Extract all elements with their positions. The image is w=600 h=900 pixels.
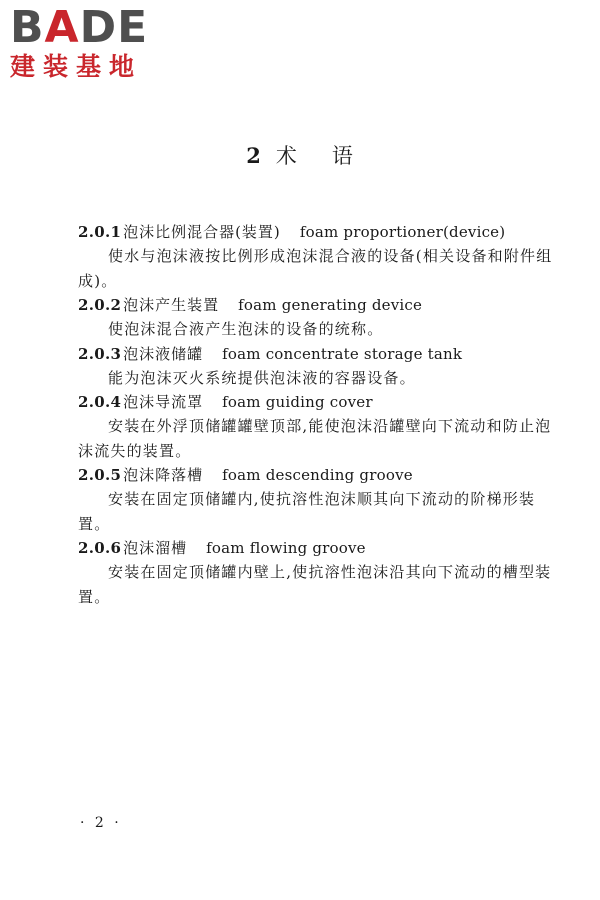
term-number: 2.0.6 <box>78 539 122 557</box>
term-chinese: 泡沫液储罐 <box>123 344 204 363</box>
chapter-title-part2: 语 <box>331 144 354 168</box>
term-number: 2.0.4 <box>78 393 122 411</box>
term-entry <box>78 293 556 342</box>
term-chinese: 泡沫比例混合器(装置) <box>123 223 281 241</box>
term-english: foam flowing groove <box>206 539 366 557</box>
term-entry <box>78 536 556 609</box>
logo-subtitle: 建装基地 <box>10 52 143 81</box>
term-entry <box>78 342 556 391</box>
term-entry <box>78 463 556 536</box>
term-definition: 安装在固定顶储罐内,使抗溶性泡沫顺其向下流动的阶梯形装置。 <box>78 490 536 533</box>
term-heading <box>78 463 556 487</box>
term-english: foam guiding cover <box>222 393 373 411</box>
term-english: foam descending groove <box>222 466 413 484</box>
chapter-number: 2 <box>246 143 262 168</box>
logo-mark-suffix: DE <box>79 2 149 53</box>
term-number: 2.0.2 <box>78 296 122 314</box>
term-english: foam proportioner(device) <box>299 223 506 241</box>
logo-mark <box>10 4 180 52</box>
logo-mark-accent: A <box>44 2 80 53</box>
term-definition: 安装在外浮顶储罐罐壁顶部,能使泡沫沿罐壁向下流动和防止泡沫流失的装置。 <box>78 417 552 460</box>
logo-mark-prefix: B <box>10 2 45 53</box>
term-heading <box>78 342 556 366</box>
term-entry <box>78 390 556 463</box>
term-number: 2.0.5 <box>78 466 122 484</box>
term-definition: 能为泡沫灭火系统提供泡沫液的容器设备。 <box>108 368 416 387</box>
term-number: 2.0.3 <box>78 344 122 363</box>
term-definition: 安装在固定顶储罐内壁上,使抗溶性泡沫沿其向下流动的槽型装置。 <box>78 563 552 606</box>
term-heading <box>78 220 556 244</box>
term-english: foam concentrate storage tank <box>222 344 463 363</box>
chapter-title-part1: 术 <box>275 144 298 168</box>
term-heading <box>78 293 556 317</box>
term-definition: 使水与泡沫液按比例形成泡沫混合液的设备(相关设备和附件组成)。 <box>78 247 553 290</box>
logo <box>10 4 180 88</box>
term-chinese: 泡沫降落槽 <box>123 466 204 484</box>
page-number: · 2 · <box>80 815 122 831</box>
term-definition: 使泡沫混合液产生泡沫的设备的统称。 <box>108 320 384 338</box>
term-number: 2.0.1 <box>78 223 122 241</box>
chapter-title <box>0 143 600 169</box>
term-chinese: 泡沫溜槽 <box>123 539 188 557</box>
term-chinese: 泡沫导流罩 <box>123 393 204 411</box>
term-entry <box>78 220 556 293</box>
term-heading <box>78 536 556 560</box>
term-english: foam generating device <box>238 296 423 314</box>
term-chinese: 泡沫产生装置 <box>123 296 220 314</box>
term-list <box>78 220 556 609</box>
term-heading <box>78 390 556 414</box>
